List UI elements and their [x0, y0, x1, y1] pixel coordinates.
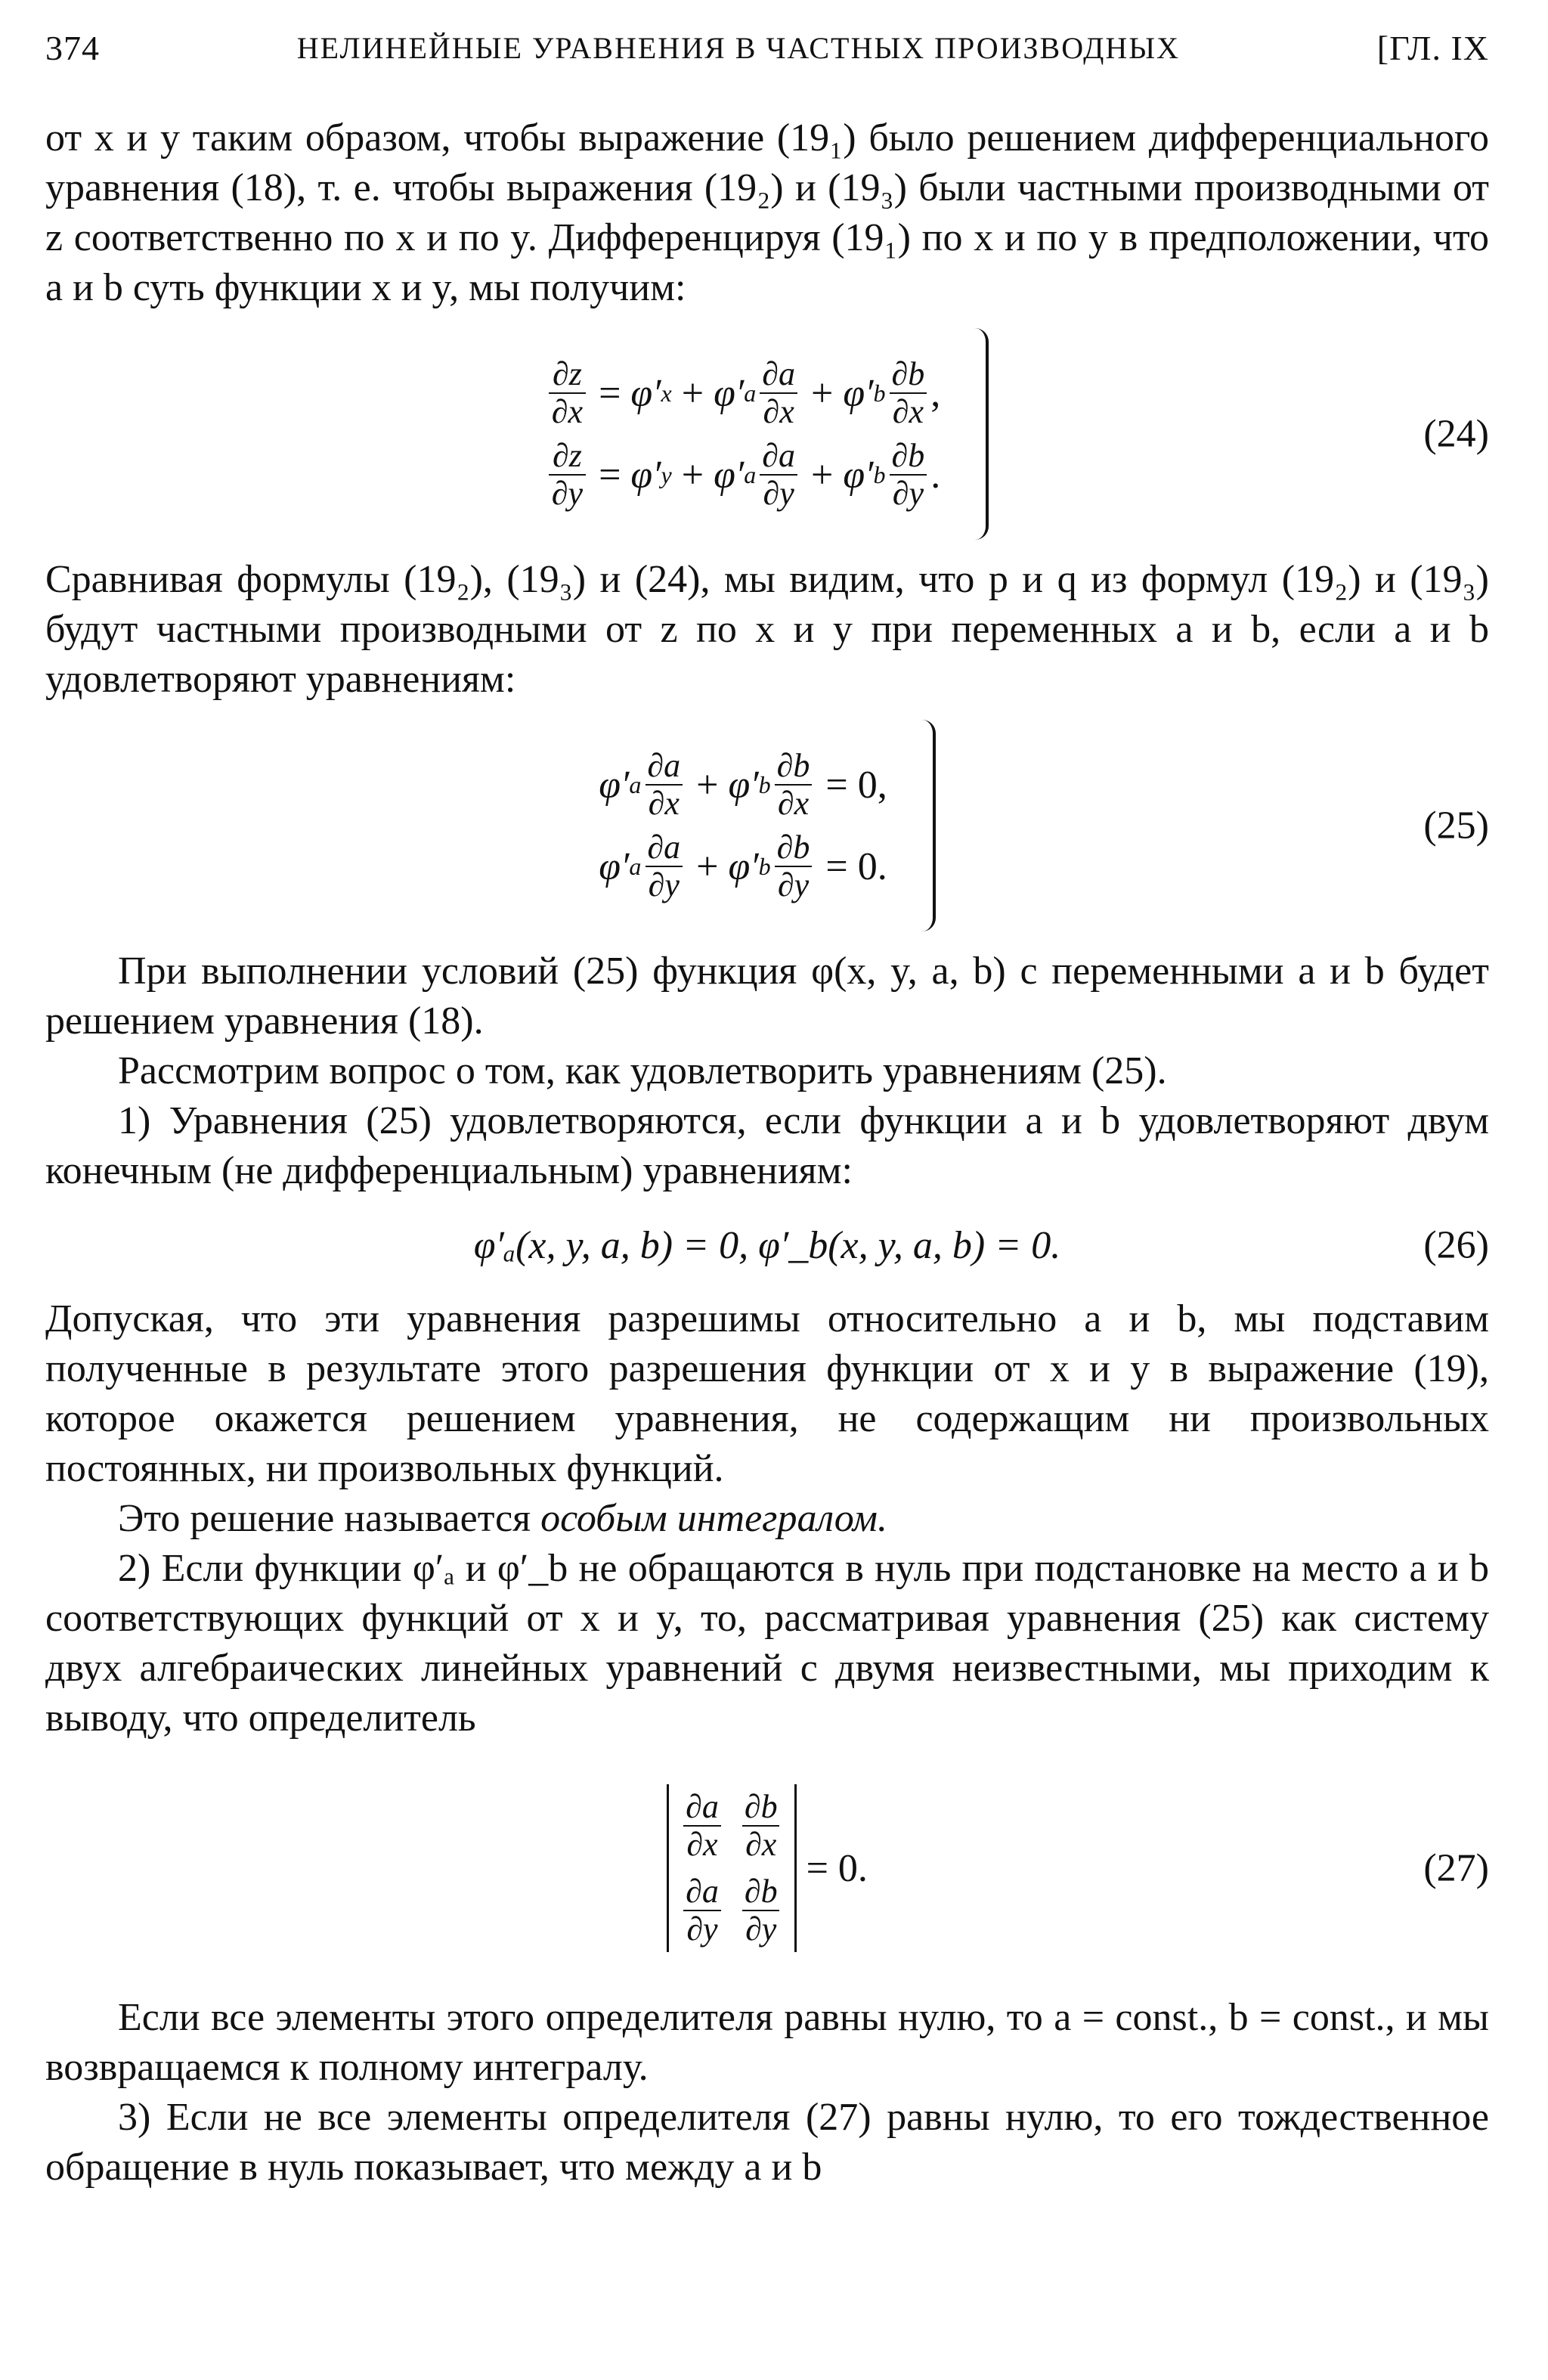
equation-25-line-2: φ′ a $\frac{\partial a}{\partial y}$ + φ′ b $\frac{\partial b}{\partial y}$ = 0.	[599, 829, 887, 903]
paragraph-9: Если все элементы этого определителя равны нулю, то a = const., b = const., и мы возвращаемся к полному интегралу.	[45, 1996, 1489, 2089]
equation-26	[45, 1204, 1489, 1287]
running-title: НЕЛИНЕЙНЫЕ УРАВНЕНИЯ В ЧАСТНЫХ ПРОИЗВОДНЫХ	[296, 30, 1181, 65]
chapter-label: [ГЛ. IX	[1376, 28, 1489, 67]
equation-number-27: (27)	[1423, 1846, 1489, 1890]
paragraph-2: Сравнивая формулы (19₂), (19₃) и (24), мы видим, что p и q из формул (19₂) и (19₃) будут частными производными от z по x и y при переменных a и b, если a и b удовлетворяют уравнениям:	[45, 558, 1489, 701]
equation-number-25: (25)	[1423, 804, 1489, 848]
paragraph-1: от x и y таким образом, чтобы выражение (19₁) было решением дифференциального уравнения (18), т. е. чтобы выражения (19₂) и (19₃) были частными производными от z соответственно по x и по y. Дифференцируя (19₁) по x и по y в предположении, что a и b суть функции x и y, мы получим:	[45, 116, 1489, 309]
equation-26-text: φ′ₐ(x, y, a, b) = 0, φ′_b(x, y, a, b) = 0.	[473, 1223, 1061, 1267]
equation-number-26: (26)	[1423, 1223, 1489, 1267]
paragraph-7	[45, 1494, 1489, 1544]
paragraph-6: Допуская, что эти уравнения разрешимы относительно a и b, мы подставим полученные в результате этого разрешения функции от x и y в выражение (19), которое окажется решением уравнения, не содержащим ни произвольных постоянных, ни произвольных функций.	[45, 1297, 1489, 1490]
paragraph-8: 2) Если функции φ′ₐ и φ′_b не обращаются в нуль при подстановке на место a и b соответствующих функций от x и y, то, рассматривая уравнения (25) как систему двух алгебраических линейных уравнений с двумя неизвестными, мы приходим к выводу, что определитель	[45, 1547, 1489, 1740]
paragraph-4: Рассмотрим вопрос о том, как удовлетворить уравнениям (25).	[118, 1049, 1167, 1092]
paragraph-7-text: Это решение называется	[118, 1497, 541, 1540]
determinant: $\frac{\partial a}{\partial x}$ $\frac{\partial b}{\partial x}$ $\frac{\partial a}{\partial y}$ $\frac{\partial b}{\partial y}$ = 0.	[667, 1784, 868, 1952]
equation-25-line-1: φ′ a $\frac{\partial a}{\partial x}$ + φ′ b $\frac{\partial b}{\partial x}$ = 0,	[599, 747, 887, 822]
equation-number-24: (24)	[1423, 412, 1489, 456]
equation-25-lines	[599, 748, 887, 903]
paragraph-10: 3) Если не все элементы определителя (27) равны нулю, то его тождественное обращение в нуль показывает, что между a и b	[45, 2096, 1489, 2189]
equation-25-brace	[918, 720, 936, 931]
determinant-matrix: $\frac{\partial a}{\partial x}$ $\frac{\partial b}{\partial x}$ $\frac{\partial a}{\partial y}$ $\frac{\partial b}{\partial y}$	[667, 1784, 797, 1952]
paragraph-7-emphasis: особым интегралом.	[540, 1497, 887, 1540]
equation-24-lines	[546, 356, 940, 512]
equation-27	[45, 1751, 1489, 1985]
equation-24-brace	[971, 328, 989, 540]
paragraph-5: 1) Уравнения (25) удовлетворяются, если функции a и b удовлетворяют двум конечным (не дифференциальным) уравнениям:	[45, 1099, 1489, 1192]
page-number: 374	[45, 28, 100, 67]
equation-24-line-2: $\frac{\partial z}{\partial y}$ = φ′ y + φ′ a $\frac{\partial a}{\partial y}$ + φ′ b $\frac{\partial b}{\partial y}$ .	[546, 438, 940, 512]
equation-25	[45, 712, 1489, 939]
equation-24	[45, 321, 1489, 547]
page-body	[45, 113, 1489, 2193]
page-header	[45, 23, 1489, 73]
equation-24-line-1: $\frac{\partial z}{\partial x}$ = φ′ x + φ′ a $\frac{\partial a}{\partial x}$ + φ′ b $\frac{\partial b}{\partial x}$ ,	[546, 356, 940, 430]
paragraph-3: При выполнении условий (25) функция φ(x, y, a, b) с переменными a и b будет решением уравнения (18).	[45, 950, 1489, 1043]
